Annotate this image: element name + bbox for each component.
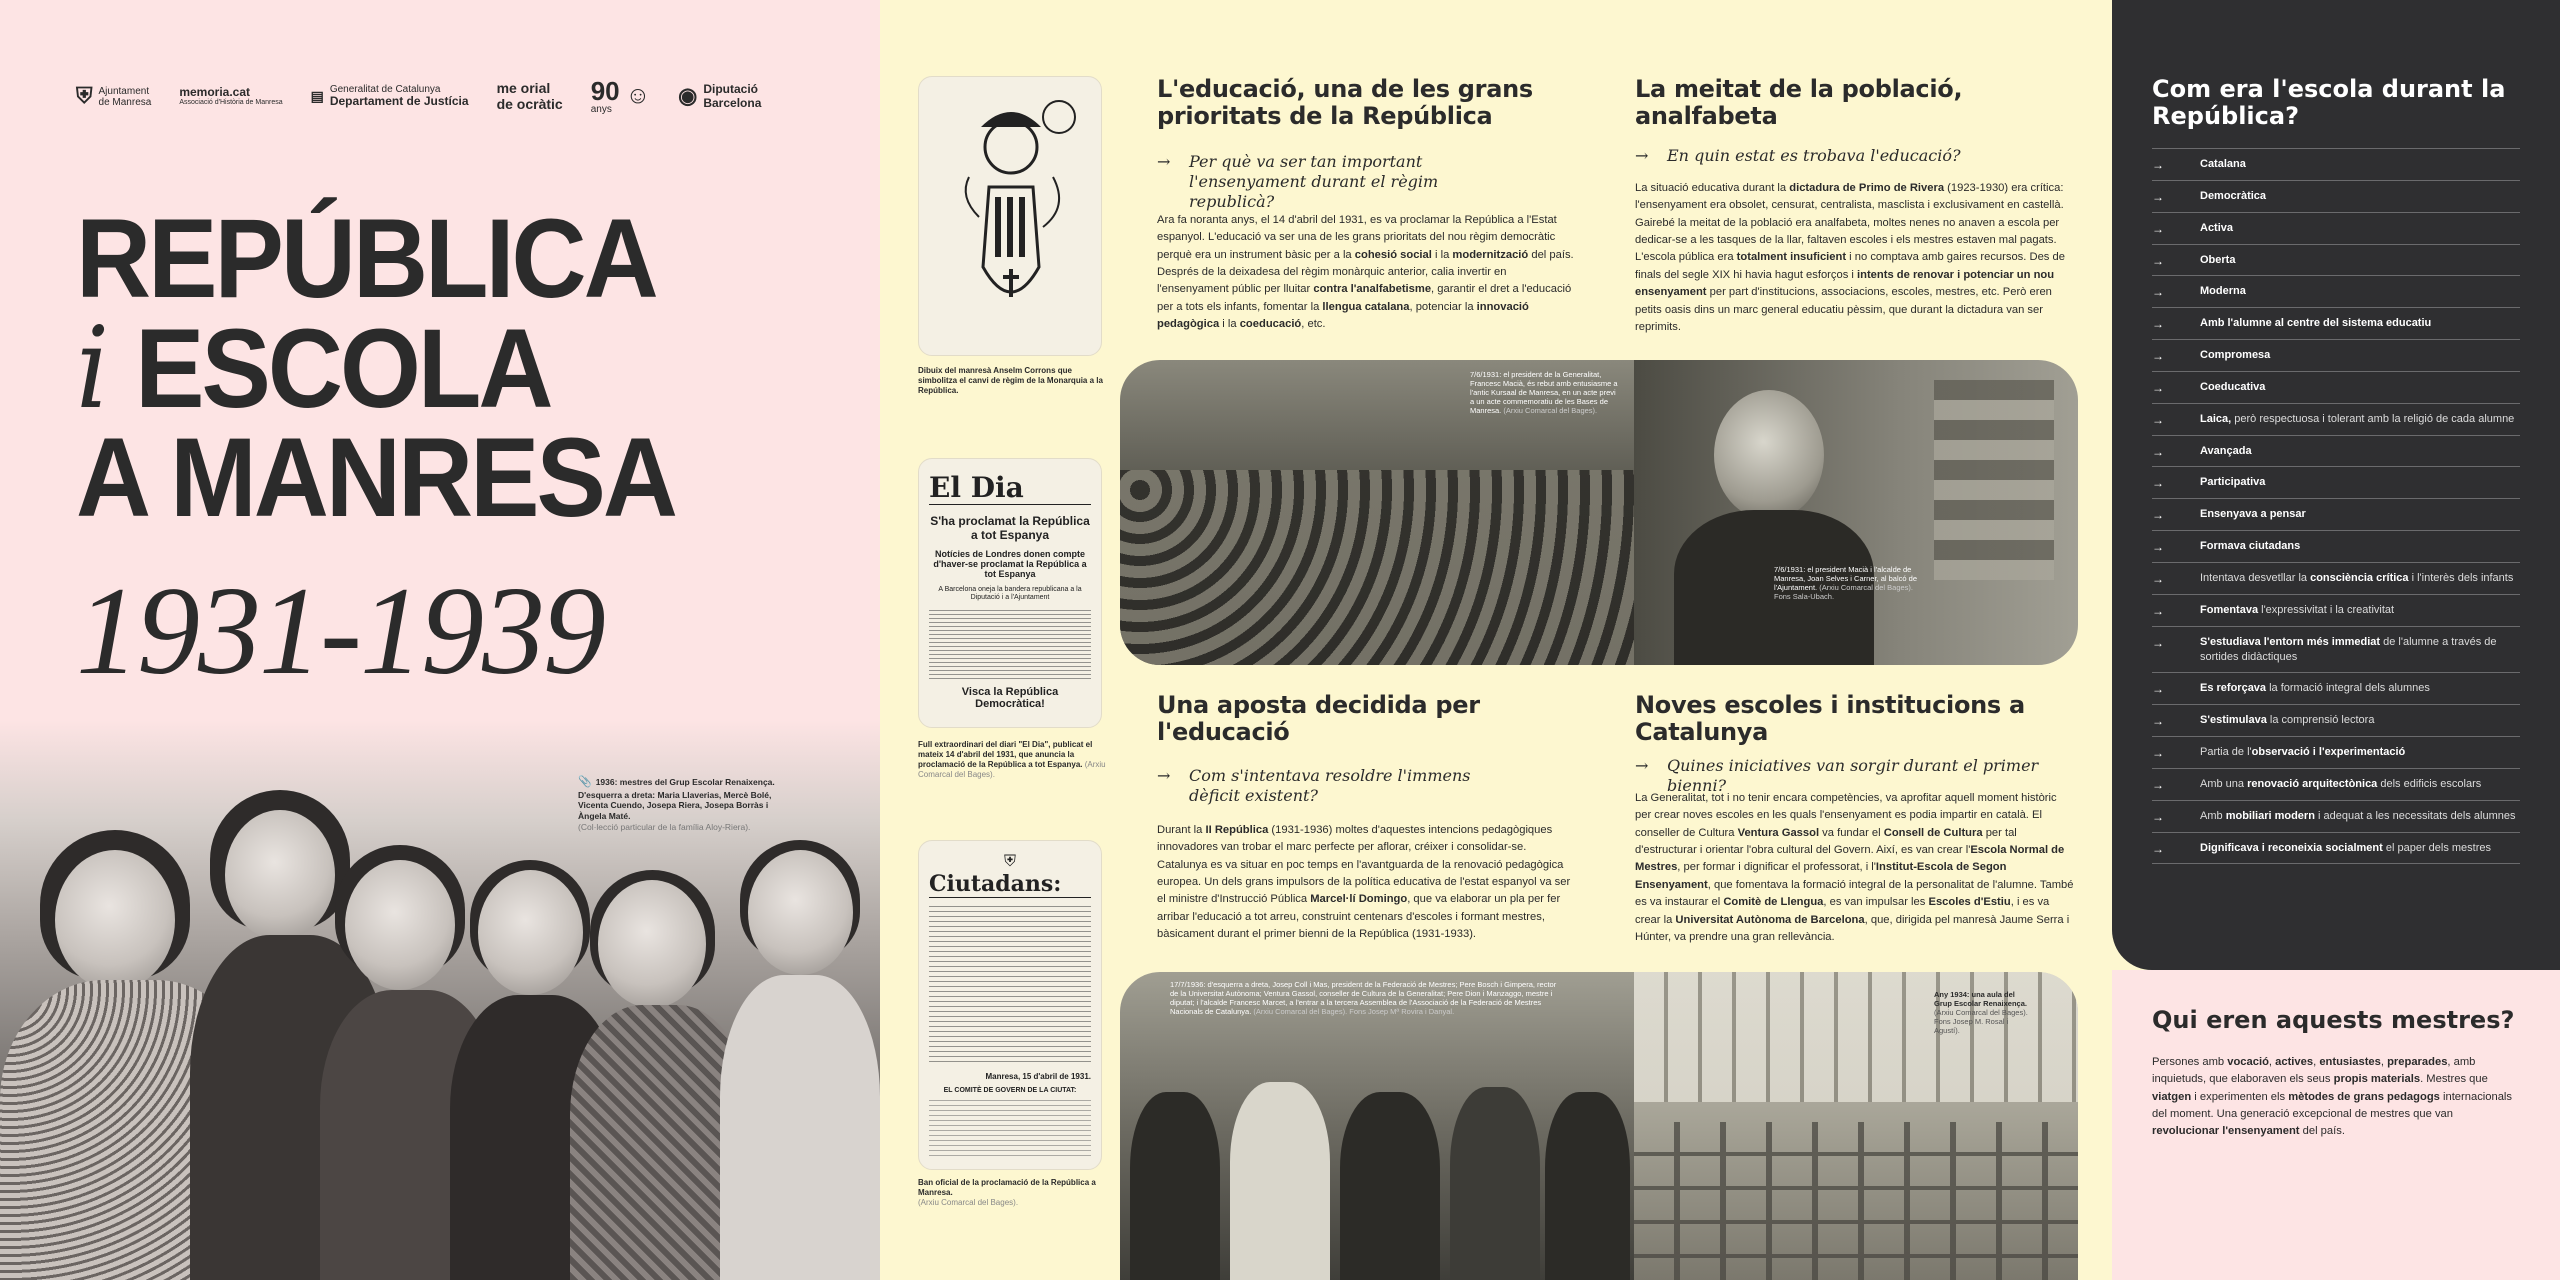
section-2-question: → En quin estat es trobava l'educació? bbox=[1635, 146, 1961, 165]
newspaper-footer: Visca la República Democràtica! bbox=[961, 686, 1059, 711]
artifact-ban-caption: Ban oficial de la proclamació de la República a Manresa. (Arxiu Comarcal del Bages). bbox=[918, 1178, 1096, 1207]
ban-signature: EL COMITÈ DE GOVERN DE LA CIUTAT: bbox=[943, 1087, 1077, 1094]
profile-icon: ☺ bbox=[625, 82, 651, 110]
school-feature-item: → Democràtica bbox=[2152, 180, 2520, 212]
flag-icon: ▤ bbox=[310, 87, 324, 104]
newspaper-headline-3: A Barcelona oneja la bandera republicana a la Diputació i a l'Ajuntament bbox=[938, 585, 1082, 602]
arrow-right-icon: → bbox=[2152, 540, 2164, 555]
school-feature-item: → Dignificava i reconeixia socialment el paper dels mestres bbox=[2152, 832, 2520, 865]
section-3-title: Una aposta decidida per l'educació bbox=[1157, 691, 1480, 746]
school-feature-item: → Avançada bbox=[2152, 435, 2520, 467]
arrow-right-icon: → bbox=[2152, 380, 2164, 395]
school-feature-item: → Fomentava l'expressivitat i la creativitat bbox=[2152, 594, 2520, 626]
logo-diputacio: ◉ Diputació Barcelona bbox=[678, 82, 762, 110]
hero-title bbox=[76, 196, 675, 541]
shield-icon: ⛨ bbox=[76, 83, 93, 109]
school-feature-item: → S'estimulava la comprensió lectora bbox=[2152, 704, 2520, 736]
teachers-body: Persones amb vocació, actives, entusiastes, preparades, amb inquietuds, que elaboraven els seus propis materials. Mestres que viatgen i experimenten els mètodes de grans pedagogs internacionals del moment. Una generació excepcional de mestres que van revolucionar l'ensenyament del país. bbox=[2152, 1056, 2513, 1138]
teachers-panel bbox=[2112, 970, 2560, 1280]
hero-years: 1931-1939 bbox=[76, 562, 604, 701]
ban-title: Ciutadans: bbox=[929, 871, 1091, 898]
arrow-right-icon: → bbox=[2152, 682, 2164, 697]
republic-drawing-illustration bbox=[919, 77, 1102, 356]
teachers-photo-caption: 📎 1936: mestres del Grup Escolar Renaixença. D'esquerra a dreta: Maria Llaverias, Mercè Bolé, Vicenta Cuendo, Josepa Riera, Josepa Borràs i Àngela Maté. (Col·lecció particular de la família Aloy-Riera). bbox=[578, 776, 775, 832]
middle-panel bbox=[880, 0, 2112, 1280]
school-feature-item: → S'estudiava l'entorn més immediat de l'alumne a través de sortides didàctiques bbox=[2152, 626, 2520, 673]
school-features-title: Com era l'escola durant la República? bbox=[2152, 75, 2506, 130]
photo-macia-kursaal-caption: 7/6/1931: el president de la Generalitat, Francesc Macià, és rebut amb entusiasme a l'antic Kursaal de Manresa, en un acte previ a un acte commemoratiu de les Bases de Manresa. (Arxiu Comarcal del Bages). bbox=[1470, 370, 1618, 415]
arrow-right-icon: → bbox=[2152, 285, 2164, 300]
school-features-panel bbox=[2112, 0, 2560, 970]
logo-memoria: memoria.cat Associació d'Història de Manresa bbox=[179, 85, 283, 107]
arrow-right-icon: → bbox=[2152, 158, 2164, 172]
school-feature-item: → Compromesa bbox=[2152, 339, 2520, 371]
newspaper-headline-1: S'ha proclamat la República a tot Espanya bbox=[930, 514, 1090, 542]
school-feature-item: → Coeducativa bbox=[2152, 371, 2520, 403]
arrow-right-icon: → bbox=[2152, 476, 2164, 491]
logo-strip bbox=[76, 78, 761, 115]
arrow-right-icon: → bbox=[2152, 635, 2164, 650]
arrow-right-icon: → bbox=[2152, 508, 2164, 523]
school-feature-item: → Intentava desvetllar la consciència crítica i l'interès dels infants bbox=[2152, 562, 2520, 594]
logo-generalitat: ▤ Generalitat de Catalunya Departament de Justícia bbox=[310, 84, 469, 109]
school-features-list bbox=[2152, 148, 2520, 864]
school-feature-item: → Catalana bbox=[2152, 148, 2520, 180]
arrow-right-icon: → bbox=[2152, 746, 2164, 761]
section-4-title: Noves escoles i institucions a Catalunya bbox=[1635, 691, 2025, 746]
logo-ajuntament: ⛨ Ajuntament de Manresa bbox=[76, 83, 152, 109]
school-feature-item: → Amb una renovació arquitectònica dels edificis escolars bbox=[2152, 768, 2520, 800]
seal-icon: ◉ bbox=[678, 83, 698, 109]
school-feature-item: → Moderna bbox=[2152, 275, 2520, 307]
school-feature-item: → Participativa bbox=[2152, 466, 2520, 498]
arrow-right-icon: → bbox=[2152, 714, 2164, 729]
section-4-body: La Generalitat, tot i no tenir encara competències, va aprofitar aquell moment històric per crear noves escoles en les quals l'ensenyament es podia impartir en català. El conseller de Cultura Ventura Gassol va fundar el Consell de Cultura per tal d'estructurar i orientar l'obra cultural del Govern. Així, es van crear l'Escola Normal de Mestres, per formar i dignificar el professorat, i l'Institut-Escola de Segon Ensenyament, que fomentava la formació integral de la personalitat de l'alumne. També es va instaurar el Comitè de Llengua, es van impulsar les Escoles d'Estiu, i es va crear la Universitat Autònoma de Barcelona, que, dirigida pel manresà Jaume Serra i Húnter, va prendre una gran rellevància. bbox=[1635, 792, 2074, 943]
arrow-right-icon: → bbox=[1635, 146, 1649, 165]
school-feature-item: → Amb mobiliari modern i adequat a les necessitats dels alumnes bbox=[2152, 800, 2520, 832]
arrow-right-icon: → bbox=[2152, 571, 2164, 586]
logo-memorial: me orial de ocràtic bbox=[496, 80, 563, 112]
photo-macia-balcony bbox=[1634, 360, 2078, 665]
photo-classroom bbox=[1634, 972, 2078, 1280]
arrow-right-icon: → bbox=[2152, 253, 2164, 268]
section-1-question: → Per què va ser tan important l'ensenyament durant el règim republicà? bbox=[1157, 152, 1439, 211]
school-feature-item: → Activa bbox=[2152, 212, 2520, 244]
section-4-question: → Quines iniciatives van sorgir durant el primer bienni? bbox=[1635, 756, 2039, 795]
left-panel bbox=[0, 0, 880, 1280]
paperclip-icon: 📎 bbox=[578, 776, 592, 788]
newspaper-headline-2: Notícies de Londres donen compte d'haver-se proclamat la República a tot Espanya bbox=[933, 548, 1087, 580]
arrow-right-icon: → bbox=[2152, 777, 2164, 792]
school-feature-item: → Partia de l'observació i l'experimentació bbox=[2152, 736, 2520, 768]
arrow-right-icon: → bbox=[2152, 221, 2164, 236]
arrow-right-icon: → bbox=[2152, 412, 2164, 427]
logo-90-anys: 90 anys ☺ bbox=[590, 76, 651, 115]
artifact-newspaper-caption: Full extraordinari del diari "El Dia", publicat el mateix 14 d'abril del 1931, que anuncia la proclamació de la República a tot Espanya. (Arxiu Comarcal del Bages). bbox=[918, 740, 1106, 779]
arrow-right-icon: → bbox=[2152, 317, 2164, 332]
section-2-title: La meitat de la població, analfabeta bbox=[1635, 75, 1963, 130]
arrow-right-icon: → bbox=[2152, 189, 2164, 204]
arrow-right-icon: → bbox=[2152, 809, 2164, 824]
school-feature-item: → Laica, però respectuosa i tolerant amb la religió de cada alumne bbox=[2152, 403, 2520, 435]
photo-macia-balcony-caption: 7/6/1931: el president Macià i l'alcalde de Manresa, Joan Selves i Carner, al balcó de l'Ajuntament. (Arxiu Comarcal del Bages). Fons Sala-Ubach. bbox=[1774, 565, 1917, 601]
arrow-right-icon: → bbox=[1635, 756, 1649, 775]
photo-macia-kursaal bbox=[1120, 360, 1634, 665]
newspaper-masthead: El Dia bbox=[929, 471, 1091, 505]
section-1-body: Ara fa noranta anys, el 14 d'abril del 1931, es va proclamar la República a l'Estat espanyol. L'educació va ser una de les grans prioritats del nou règim democràtic perquè era un instrument bàsic per a la cohesió social i la modernització del país. Després de la deixadesa del règim monàrquic anterior, calia invertir en l'ensenyament públic per lluitar contra l'analfabetisme, garantir el dret a l'educació per a tots els infants, fomentar la llengua catalana, potenciar la innovació pedagògica i la coeducació, etc. bbox=[1157, 214, 1574, 331]
photo-teachers-assembly bbox=[1120, 972, 1634, 1280]
section-1-title: L'educació, una de les grans prioritats de la República bbox=[1157, 75, 1533, 130]
arrow-right-icon: → bbox=[1157, 152, 1171, 171]
arrow-right-icon: → bbox=[2152, 349, 2164, 364]
section-3-question: → Com s'intentava resoldre l'immens dèficit existent? bbox=[1157, 766, 1471, 805]
arrow-right-icon: → bbox=[1157, 766, 1171, 785]
school-feature-item: → Ensenyava a pensar bbox=[2152, 498, 2520, 530]
arrow-right-icon: → bbox=[2152, 841, 2164, 856]
coat-of-arms-icon: ⛨ bbox=[1003, 853, 1016, 870]
ban-date: Manresa, 15 d'abril de 1931. bbox=[985, 1072, 1091, 1081]
hero-line-2: i ESCOLA bbox=[76, 302, 551, 434]
arrow-right-icon: → bbox=[2152, 603, 2164, 618]
teachers-title: Qui eren aquests mestres? bbox=[2152, 1006, 2515, 1034]
photo-teachers-assembly-caption: 17/7/1936: d'esquerra a dreta, Josep Coll i Mas, president de la Federació de Mestres; Pere Bosch i Gimpera, rector de la Universitat Autònoma; Ventura Gassol, conseller de Cultura de la Generalitat; Pere Dion i Manzaggo, mestre i diputat; i l'alcalde Francesc Marcet, a l'entrar a la tercera Assemblea de l'Associació de la Federació de Mestres Nacionals de Catalunya. (Arxiu Comarcal del Bages). Fons Josep Mª Rovira i Danyal. bbox=[1170, 980, 1557, 1016]
school-feature-item: → Oberta bbox=[2152, 244, 2520, 276]
artifact-ban bbox=[918, 840, 1102, 1170]
school-feature-item: → Formava ciutadans bbox=[2152, 530, 2520, 562]
hero-line-1: REPÚBLICA bbox=[76, 196, 656, 322]
photo-classroom-caption: Any 1934: una aula del Grup Escolar Renaixença. (Arxiu Comarcal del Bages). Fons Josep M. Rosal i Agustí). bbox=[1934, 990, 2028, 1035]
section-2-body: La situació educativa durant la dictadura de Primo de Rivera (1923-1930) era crítica: l'ensenyament era obsolet, censurat, centralista, masclista i exclusivament en castellà. Gairebé la meitat de la població era analfabeta, moltes nenes no anaven a escola per dedicar-se a les tasques de la llar, faltaven escoles i els mestres estaven mal pagats. L'escola pública era totalment insuficient i no comptava amb gaires recursos. Des de finals del segle XIX hi havia hagut esforços i intents de renovar i potenciar un nou ensenyament per part d'institucions, associacions, escoles, mestres, etc. Però eren petits oasis dins un marc general educatiu pèssim, que durant la dictadura van ser reprimits. bbox=[1635, 182, 2065, 333]
artifact-drawing bbox=[918, 76, 1102, 356]
artifact-newspaper bbox=[918, 458, 1102, 728]
arrow-right-icon: → bbox=[2152, 444, 2164, 459]
section-3-body: Durant la II República (1931-1936) moltes d'aquestes intencions pedagògiques innovadores van trobar el marc perfecte per aflorar, créixer i consolidar-se. Catalunya es va situar en poc temps en l'avantguarda de la renovació pedagògica europea. Un dels grans impulsors de la política educativa de l'estat espanyol va ser el ministre d'Instrucció Pública Marcel·lí Domingo, que va elaborar un pla per fer arribar l'educació a tot arreu, construint centenars d'escoles i formant mestres, bàsicament durant el primer bienni de la República (1931-1933). bbox=[1157, 824, 1571, 941]
artifact-drawing-caption: Dibuix del manresà Anselm Corrons que simbolitza el canvi de règim de la Monarquia a la República. bbox=[918, 366, 1103, 395]
hero-line-3: A MANRESA bbox=[76, 415, 675, 541]
school-feature-item: → Es reforçava la formació integral dels alumnes bbox=[2152, 672, 2520, 704]
school-feature-item: → Amb l'alumne al centre del sistema educatiu bbox=[2152, 307, 2520, 339]
